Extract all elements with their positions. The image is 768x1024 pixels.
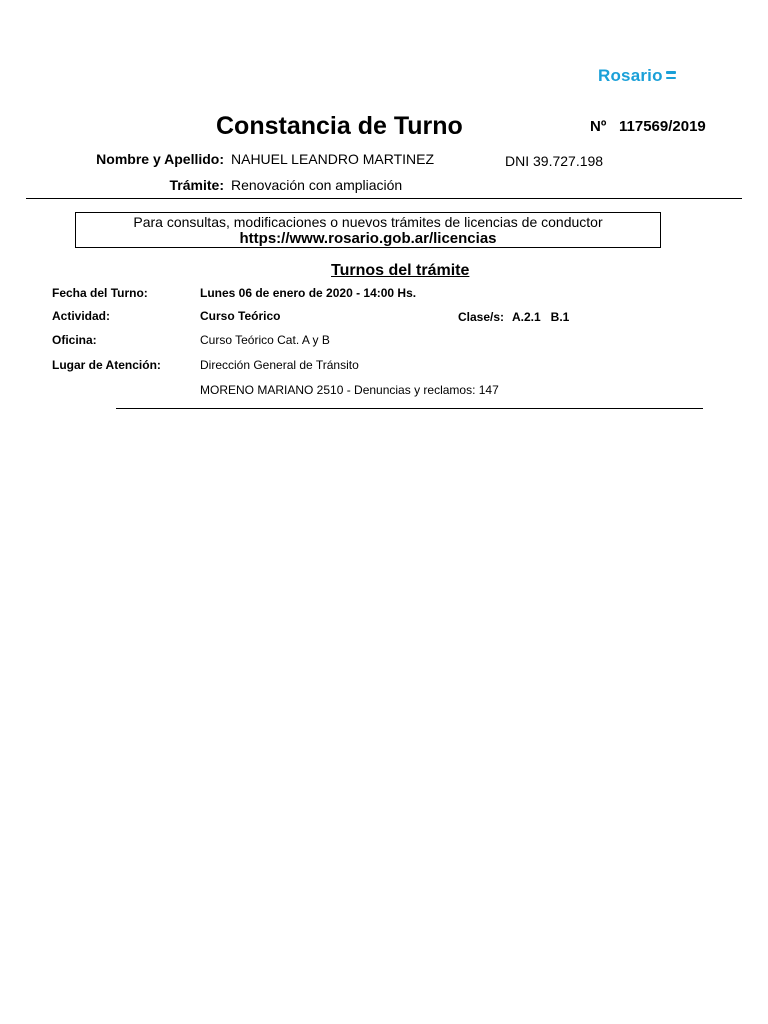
actividad-label: Actividad: (52, 309, 111, 323)
rosario-logo (598, 66, 676, 86)
address-value: MORENO MARIANO 2510 - Denuncias y reclamos: 147 (200, 383, 499, 397)
tramite-label: Trámite: (169, 177, 224, 193)
page-title: Constancia de Turno (216, 112, 463, 140)
rosario-logo-text: Rosario (598, 66, 663, 85)
fecha-value: Lunes 06 de enero de 2020 - 14:00 Hs. (200, 286, 417, 300)
fecha-label: Fecha del Turno: (52, 286, 148, 300)
section-title: Turnos del trámite (331, 262, 470, 279)
info-box (75, 212, 661, 248)
tramite-value: Renovación con ampliación (231, 177, 403, 193)
section-divider (116, 408, 703, 409)
info-box-link[interactable]: https://www.rosario.gob.ar/licencias (239, 230, 497, 247)
clase-label: Clase/s: (458, 310, 505, 324)
oficina-value: Curso Teórico Cat. A y B (200, 333, 330, 347)
name-value: NAHUEL LEANDRO MARTINEZ (231, 151, 435, 167)
dni-value: DNI 39.727.198 (505, 153, 604, 169)
header-divider (26, 198, 742, 199)
clase-value: A.2.1 B.1 (512, 310, 570, 324)
info-box-text: Para consultas, modificaciones o nuevos trámites de licencias de conductor (133, 214, 603, 230)
oficina-label: Oficina: (52, 333, 97, 347)
lugar-label: Lugar de Atención: (52, 358, 161, 372)
number-value: 117569/2019 (619, 118, 706, 135)
number-label: Nº (590, 118, 607, 135)
name-label: Nombre y Apellido: (96, 151, 224, 167)
lugar-value: Dirección General de Tránsito (200, 358, 359, 372)
actividad-value: Curso Teórico (200, 309, 281, 323)
rosario-logo-mark-icon (666, 71, 676, 80)
